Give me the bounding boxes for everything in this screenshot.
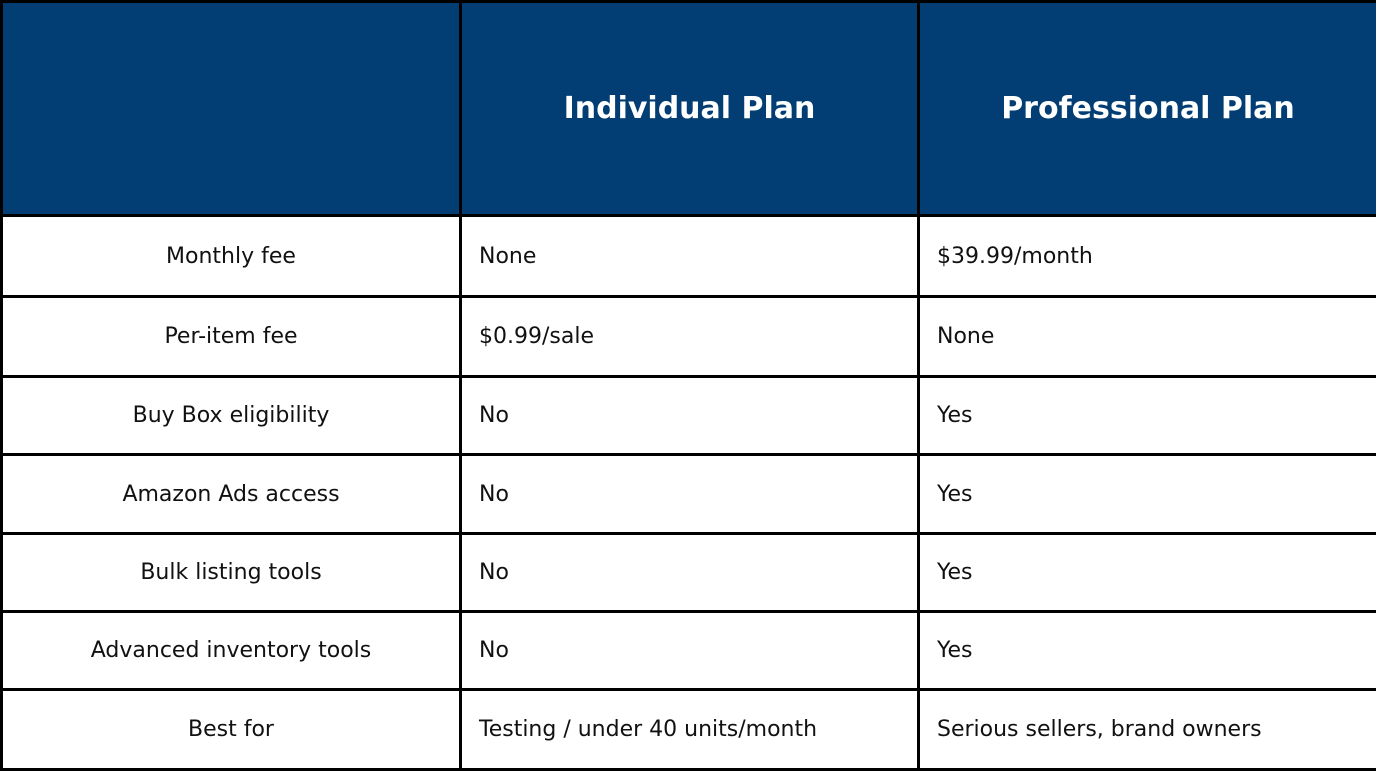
table-row [2, 612, 1376, 690]
feature-cell: Buy Box eligibility [2, 377, 461, 455]
feature-cell: Amazon Ads access [2, 455, 461, 534]
feature-cell: Per-item fee [2, 297, 461, 377]
table-row [2, 455, 1376, 534]
feature-cell: Monthly fee [2, 216, 461, 297]
header-individual-plan: Individual Plan [461, 2, 919, 216]
table-row [2, 690, 1376, 770]
professional-value-cell: Yes [919, 612, 1376, 690]
individual-value-cell: $0.99/sale [461, 297, 919, 377]
professional-value-cell: $39.99/month [919, 216, 1376, 297]
header-professional-plan: Professional Plan [919, 2, 1376, 216]
individual-value-cell: No [461, 455, 919, 534]
table-row [2, 216, 1376, 297]
professional-value-cell: Yes [919, 534, 1376, 612]
feature-cell: Bulk listing tools [2, 534, 461, 612]
table-row [2, 534, 1376, 612]
table-row [2, 297, 1376, 377]
individual-value-cell: Testing / under 40 units/month [461, 690, 919, 770]
feature-cell: Best for [2, 690, 461, 770]
individual-value-cell: No [461, 612, 919, 690]
table-row [2, 377, 1376, 455]
feature-cell: Advanced inventory tools [2, 612, 461, 690]
individual-value-cell: No [461, 377, 919, 455]
professional-value-cell: Serious sellers, brand owners [919, 690, 1376, 770]
professional-value-cell: None [919, 297, 1376, 377]
header-corner-cell [2, 2, 461, 216]
table-header-row [2, 2, 1376, 216]
individual-value-cell: None [461, 216, 919, 297]
individual-value-cell: No [461, 534, 919, 612]
professional-value-cell: Yes [919, 377, 1376, 455]
professional-value-cell: Yes [919, 455, 1376, 534]
